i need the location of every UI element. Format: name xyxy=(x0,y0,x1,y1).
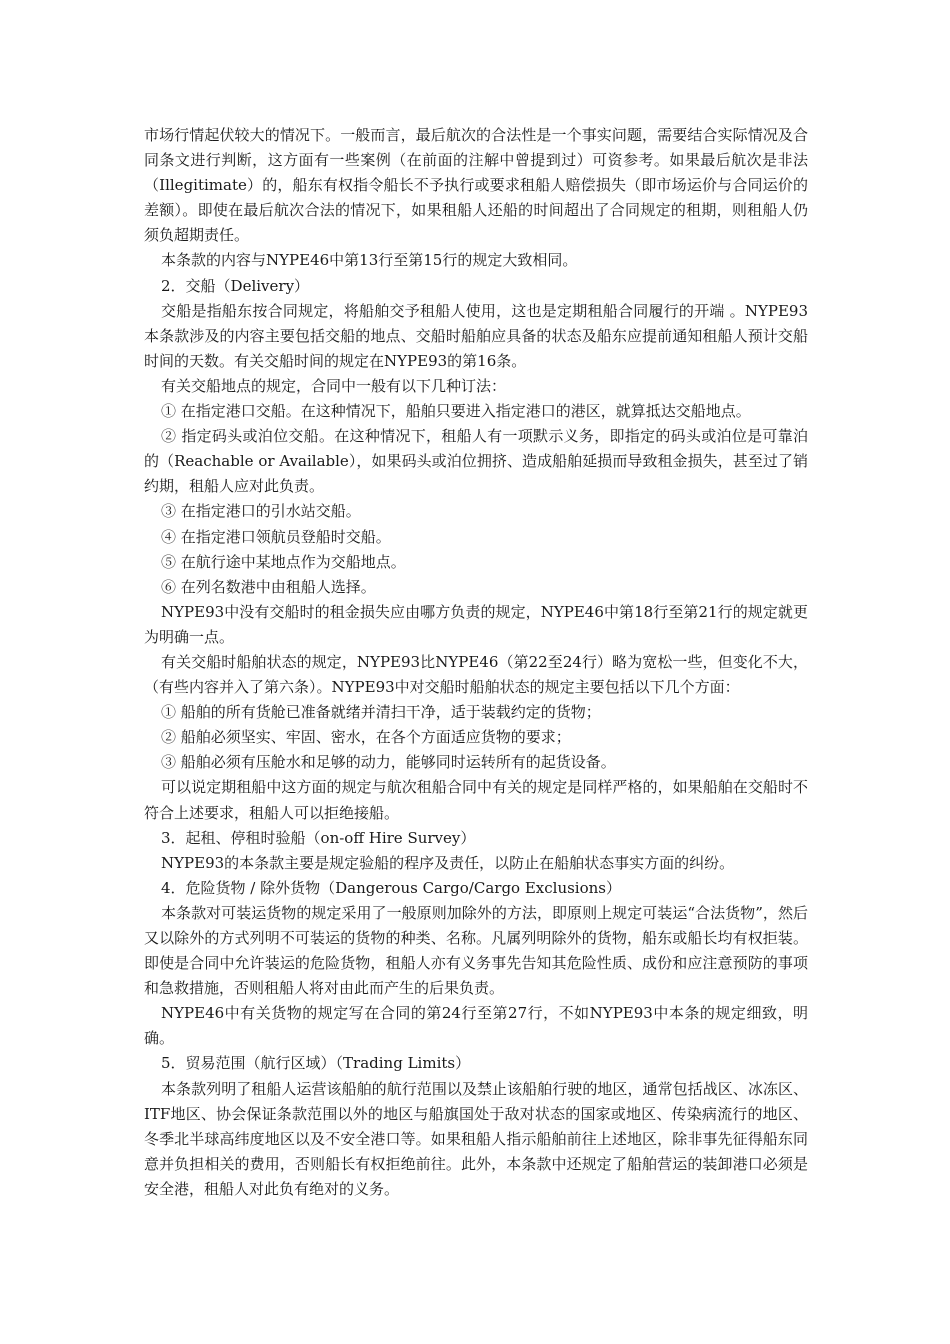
document-body xyxy=(144,123,808,1202)
paragraph: NYPE93的本条款主要是规定验船的程序及责任，以防止在船舶状态事实方面的纠纷。 xyxy=(161,853,735,872)
list-item: ⑥ 在列名数港中由租船人选择。 xyxy=(161,577,376,596)
section-heading-dangerous-cargo: 4．危险货物 / 除外货物（Dangerous Cargo/Cargo Exclusions） xyxy=(161,878,621,897)
list-item: ② 船舶必须坚实、牢固、密水，在各个方面适应货物的要求； xyxy=(161,728,571,747)
paragraph: 本条款对可装运货物的规定采用了一般原则加除外的方法，即原则上规定可装运“合法货物”，然后又以除外的方式列明不可装运的货物的种类、名称。凡属列明除外的货物，船东或船长均有权拒装。即使是合同中允许装运的危险货物，租船人亦有义务事先告知其危险性质、成份和应注意预防的事项和急救措施，否则租船人将对由此而产生的后果负责。 xyxy=(144,903,808,998)
paragraph: 本条款的内容与NYPE46中第13行至第15行的规定大致相同。 xyxy=(161,251,578,270)
section-heading-hire-survey: 3．起租、停租时验船（on-off Hire Survey） xyxy=(161,828,476,847)
list-item: ① 船舶的所有货舱已准备就绪并清扫干净，适于装载约定的货物； xyxy=(161,703,601,722)
list-item: ② 指定码头或泊位交船。在这种情况下，租船人有一项默示义务，即指定的码头或泊位是可靠泊的（Reachable or Available），如果码头或泊位拥挤、造成船舶延损而导致租金损失，甚至过了销约期，租船人应对此负责。 xyxy=(144,427,808,496)
section-heading-delivery: 2．交船（Delivery） xyxy=(161,276,310,295)
section-heading-trading-limits: 5．贸易范围（航行区域）（Trading Limits） xyxy=(161,1054,471,1073)
list-item: ① 在指定港口交船。在这种情况下，船舶只要进入指定港口的港区，就算抵达交船地点。 xyxy=(161,402,751,421)
paragraph: 有关交船地点的规定，合同中一般有以下几种订法： xyxy=(161,376,507,395)
list-item: ③ 船舶必须有压舱水和足够的动力，能够同时运转所有的起货设备。 xyxy=(161,753,616,772)
paragraph: 交船是指船东按合同规定，将船舶交予租船人使用，这也是定期租船合同履行的开端 。NYPE93本条款涉及的内容主要包括交船的地点、交船时船舶应具备的状态及船东应提前通知租船人预计交船时间的天数。有关交船时间的规定在NYPE93的第16条。 xyxy=(144,301,808,370)
paragraph: NYPE93中没有交船时的租金损失应由哪方负责的规定，NYPE46中第18行至第21行的规定就更为明确一点。 xyxy=(144,602,808,646)
list-item: ③ 在指定港口的引水站交船。 xyxy=(161,502,361,521)
list-item: ⑤ 在航行途中某地点作为交船地点。 xyxy=(161,552,406,571)
paragraph: 可以说定期租船中这方面的规定与航次租船合同中有关的规定是同样严格的，如果船舶在交船时不符合上述要求，租船人可以拒绝接船。 xyxy=(144,778,808,822)
paragraph: NYPE46中有关货物的规定写在合同的第24行至第27行，不如NYPE93中本条的规定细致，明确。 xyxy=(144,1004,808,1048)
paragraph: 有关交船时船舶状态的规定，NYPE93比NYPE46（第22至24行）略为宽松一些，但变化不大，（有些内容并入了第六条）。NYPE93中对交船时船舶状态的规定主要包括以下几个方面： xyxy=(144,652,808,697)
paragraph: 市场行情起伏较大的情况下。一般而言，最后航次的合法性是一个事实问题，需要结合实际情况及合同条文进行判断，这方面有一些案例（在前面的注解中曾提到过）可资参考。如果最后航次是非法（Illegitimate）的，船东有权指令船长不予执行或要求租船人赔偿损失（即市场运价与合同运价的差额）。即使在最后航次合法的情况下，如果租船人还船的时间超出了合同规定的租期，则租船人仍须负超期责任。 xyxy=(144,126,808,245)
list-item: ④ 在指定港口领航员登船时交船。 xyxy=(161,527,391,546)
paragraph: 本条款列明了租船人运营该船舶的航行范围以及禁止该船舶行驶的地区，通常包括战区、冰冻区、ITF地区、协会保证条款范围以外的地区与船旗国处于敌对状态的国家或地区、传染病流行的地区、冬季北半球高纬度地区以及不安全港口等。如果租船人指示船舶前往上述地区，除非事先征得船东同意并负担相关的费用，否则船长有权拒绝前往。此外，本条款中还规定了船舶营运的装卸港口必须是安全港，租船人对此负有绝对的义务。 xyxy=(144,1079,808,1198)
